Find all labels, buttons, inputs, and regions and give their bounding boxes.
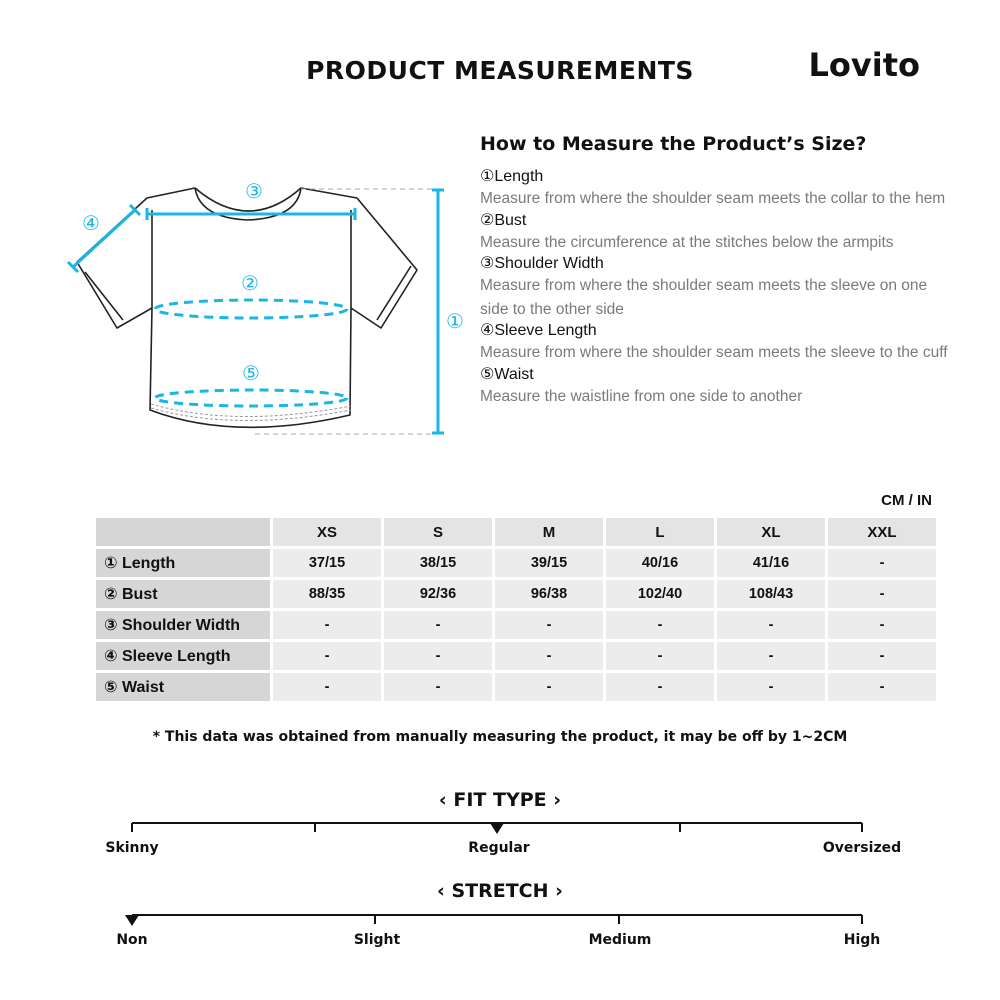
measure-name: ①Length [480,168,544,185]
measure-name: ④Sleeve Length [480,322,597,339]
table-cell: 88/35 [273,580,381,608]
table-cell: - [273,611,381,639]
table-row [96,549,936,577]
table-cell: - [273,642,381,670]
marker-sleeve: ④ [82,211,100,235]
table-cell: - [717,673,825,701]
table-row [96,642,936,670]
measure-item-bust [480,211,950,255]
size-header: M [495,518,603,546]
table-cell: 102/40 [606,580,714,608]
fit-label-skinny: Skinny [105,840,159,856]
table-row [96,611,936,639]
fit-type-scale [0,815,1000,841]
table-cell: - [717,611,825,639]
table-cell: - [384,642,492,670]
size-header: XXL [828,518,936,546]
tshirt-measurement-diagram [55,170,475,445]
stretch-label-non: Non [116,932,148,948]
page-title: PRODUCT MEASUREMENTS [306,56,694,85]
table-cell: - [384,611,492,639]
measure-item-length [480,167,950,211]
stretch-label-high: High [843,932,881,948]
marker-waist: ⑤ [242,361,260,385]
stretch-title: ‹ STRETCH › [437,880,563,902]
table-cell: - [828,642,936,670]
table-row [96,580,936,608]
table-cell: - [606,642,714,670]
row-label: ③ Shoulder Width [96,611,270,639]
stretch-scale [0,907,1000,933]
marker-shoulder: ③ [245,179,263,203]
table-cell: 92/36 [384,580,492,608]
row-label: ① Length [96,549,270,577]
unit-label: CM / IN [881,492,932,509]
how-to-measure-section [480,133,950,408]
how-to-measure-title: How to Measure the Product’s Size? [480,133,867,155]
fit-label-oversized: Oversized [822,840,902,856]
size-header: L [606,518,714,546]
marker-length: ① [446,309,464,333]
table-cell: 37/15 [273,549,381,577]
table-row [96,673,936,701]
table-cell: - [606,611,714,639]
stretch-marker-icon [125,915,139,926]
table-cell: - [495,642,603,670]
table-cell: - [828,580,936,608]
table-corner-cell [96,518,270,546]
brand-logo: Lovito [808,46,920,84]
measure-name: ⑤Waist [480,365,534,383]
table-cell: - [828,673,936,701]
stretch-label-medium: Medium [588,932,652,948]
stretch-label-slight: Slight [353,932,401,948]
measure-desc: Measure from where the shoulder seam meets the collar to the hem [480,190,946,207]
measure-item-sleeve-length [480,321,950,365]
table-cell: 39/15 [495,549,603,577]
size-header: XL [717,518,825,546]
measure-item-waist [480,365,950,409]
table-cell: - [273,673,381,701]
measure-desc: Measure the waistline from one side to another [480,387,803,405]
measure-desc: Measure the circumference at the stitches below the armpits [480,233,894,251]
table-cell: 40/16 [606,549,714,577]
row-label: ⑤ Waist [96,673,270,701]
table-cell: 41/16 [717,549,825,577]
measure-name: ②Bust [480,211,527,229]
row-label: ② Bust [96,580,270,608]
measure-name: ③Shoulder Width [480,255,604,272]
measure-desc: Measure from where the shoulder seam meets the sleeve to the cuff [480,344,948,361]
table-cell: 38/15 [384,549,492,577]
table-cell: - [828,549,936,577]
fit-type-title: ‹ FIT TYPE › [438,789,562,811]
size-table [93,515,939,704]
measurement-note: * This data was obtained from manually measuring the product, it may be off by 1~2CM [152,729,848,745]
table-cell: - [717,642,825,670]
table-cell: - [828,611,936,639]
table-cell: - [606,673,714,701]
table-cell: - [495,673,603,701]
table-cell: - [384,673,492,701]
fit-type-marker-icon [490,823,504,834]
table-cell: 108/43 [717,580,825,608]
measure-desc: Measure from where the shoulder seam meets the sleeve on one side to the other side [480,277,928,318]
row-label: ④ Sleeve Length [96,642,270,670]
size-header: S [384,518,492,546]
marker-bust: ② [241,271,259,295]
table-cell: - [495,611,603,639]
fit-label-regular: Regular [468,840,530,856]
table-cell: 96/38 [495,580,603,608]
table-header-row [96,518,936,546]
size-header: XS [273,518,381,546]
measure-item-shoulder-width [480,254,950,321]
